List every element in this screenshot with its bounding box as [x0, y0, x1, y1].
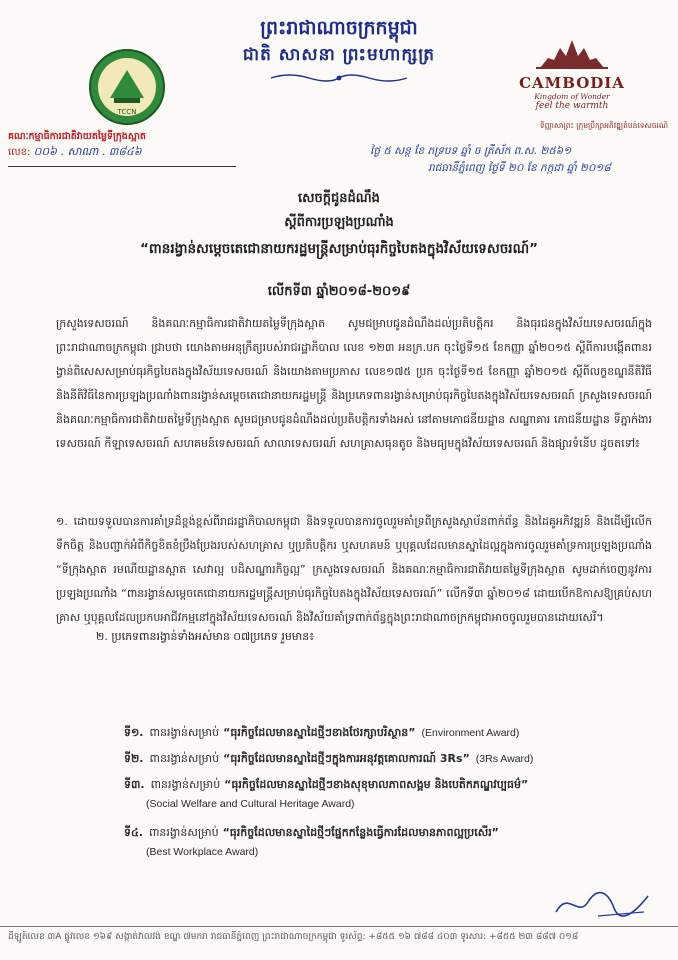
handwritten-signature	[548, 884, 658, 924]
brand-slogan: feel the warmth	[535, 101, 609, 111]
issuing-organization: គណៈកម្មាធិការជាតិវាយតម្លៃទីក្រុងស្អាត	[8, 131, 146, 142]
document-type-title: សេចក្តីជូនដំណឹង	[298, 191, 380, 206]
header-separator	[8, 166, 236, 167]
brand-tagline: ទិញ្ញាសាព្រះ ក្រុមប្រឹក្សាអភិវឌ្ឍតំបន់ទេសចរណ៍	[539, 121, 668, 130]
award-title: “ពានរង្វាន់សម្តេចតេជោនាយករដ្ឋមន្ត្រីសម្រាប់ធុរកិច្ចបៃតងក្នុងវិស័យទេសចរណ៍”	[140, 241, 538, 257]
signature-text: Sig.	[548, 884, 550, 885]
section-2-heading: ២. ប្រភេទពានរង្វាន់ទាំងអស់មាន ០៧ប្រភេទ រួមមាន៖	[96, 630, 315, 643]
intro-paragraph: ក្រសួងទេសចរណ៍ និងគណៈកម្មាធិការជាតិវាយតម្លៃទីក្រុងស្អាត សូមជម្រាបជូនដំណឹងដល់ប្រតិបត្តិករ និងធុរជនក្នុងវិស័យទេសចរណ៍ក្នុងព្រះរាជាណាចក្រកម្ពុជា ជ្រាបថា យោងតាមអនុក្រឹត្យរបស់រាជរដ្ឋាភិបាល លេខ ១២៣ អនក្រ.បក ចុះថ្ងៃទី១៥ ខែកញ្ញា ឆ្នាំ២០១៥ ស្តីពីការបង្កើតពានរង្វាន់ពិសេសសម្រាប់ធុរកិច្ចបៃតងក្នុងវិស័យទេសចរណ៍ និងយោងតាមប្រកាស លេខ១៧៥ ប្រក ចុះថ្ងៃទី១៥ ខែកញ្ញា ឆ្នាំ២០១៥ ស្តីពីលក្ខខណ្ឌនីតិវិធី និងនីតិវិធីនៃការប្រឡងប្រណាំងពានរង្វាន់សម្តេចតេជោនាយករដ្ឋមន្ត្រី និងប្រភេទពានរង្វាន់សម្រាប់ធុរកិច្ចបៃតងក្នុងវិស័យទេសចរណ៍ ក្រសួងទេសចរណ៍ និងគណៈកម្មាធិការជាតិវាយតម្លៃទីក្រុងស្អាត សូមជម្រាបជូនដំណឹងដល់ប្រតិបត្តិករទាំងអស់ នៅតាមភោជនីយដ្ឋាន សណ្ឋាគារ ភោជនីយដ្ឋាន ទីភ្នាក់ងារទេសចរណ៍ កីឡាទេសចរណ៍ សហគមន៍ទេសចរណ៍ សាលាទេសចរណ៍ សហគ្រាសធុនតូច និងមធ្យមក្នុងវិស័យទេសចរណ៍ និងផ្សារទំនើប ដូចតទៅ៖	[56, 317, 652, 450]
footer-address: ដីឡូត៍លេខ ៣A ផ្លូវលេខ ១៦៩ សង្កាត់វាលវង់ ខណ្ឌ ៧មករា រាជធានីភ្នំពេញ ព្រះរាជាណាចក្រកម្ពុជា ទូរស័ព្ទ: +៨៥៥ ១៦ ៧៨៨ ៤០៣ ទូរសារ: +៨៥៥ ២៣ ៨៨៧ ០១៨	[8, 932, 579, 942]
subject-title: ស្តីពីការប្រឡងប្រណាំង	[284, 215, 394, 230]
ornament-divider	[269, 72, 409, 84]
cambodia-brand-logo	[506, 36, 638, 116]
edition-title: លើកទី៣ ឆ្នាំ២០១៨-២០១៩	[267, 284, 411, 299]
lunar-date: ថ្ងៃ ៥ សន្ត ខែ ភទ្របទ ឆ្នាំ ច ត្រីស័ក ព.ស. ២៥៦១	[370, 145, 572, 157]
award-item-3-english: (Social Welfare and Cultural Heritage Award)	[146, 798, 355, 810]
award-item-4: ទី៤. ពានរង្វាន់សម្រាប់ “ធុរកិច្ចដែលមានស្នាដៃថ្មីៗផ្នែកកន្លែងធ្វើការដែលមានភាពល្អប្រសើរ”	[124, 826, 499, 839]
award-item-3: ទី៣. ពានរង្វាន់សម្រាប់ “ធុរកិច្ចដែលមានស្នាដៃថ្មីៗខាងសុខុមាលភាពសង្គម និងបេតិកភណ្ឌវប្បធម៌”	[124, 778, 529, 791]
solar-date: រាជធានីភ្នំពេញ ថ្ងៃទី ២០ ខែ កក្កដា ឆ្នាំ ២០១៨	[428, 162, 611, 174]
award-item-4-english: (Best Workplace Award)	[146, 846, 259, 858]
brand-name: CAMBODIA	[519, 74, 625, 92]
reference-label: លេខ:	[8, 147, 31, 158]
seal-letters: TCCN	[117, 108, 137, 116]
reference-number-line	[8, 145, 142, 161]
reference-number: ០០៦ . សាណា . ៣៨៤៦	[33, 145, 142, 158]
temple-silhouette-icon	[506, 36, 638, 70]
committee-seal-logo	[88, 48, 166, 126]
kingdom-heading: ព្រះរាជាណាចក្រកម្ពុជា	[260, 17, 418, 39]
award-item-2: ទី២. ពានរង្វាន់សម្រាប់ “ធុរកិច្ចដែលមានស្នាដៃថ្មីៗក្នុងការអនុវត្តគោលការណ៍ 3Rs” (3Rs Award)	[124, 752, 534, 765]
national-motto: ជាតិ សាសនា ព្រះមហាក្សត្រ	[242, 45, 436, 65]
brand-subtitle: Kingdom of Wonder	[534, 92, 610, 101]
section-1-paragraph: ១. ដោយទទួលបានការគាំទ្រដ៏ខ្ពង់ខ្ពស់ពីរាជរដ្ឋាភិបាលកម្ពុជា និងទទួលបានការចូលរួមគាំទ្រពីក្រសួងស្ថាប័នពាក់ព័ន្ធ និងដៃគូអភិវឌ្ឍន៍ និងដើម្បីលើកទឹកចិត្ត និងបញ្ជាក់អំពីកិច្ចខិតខំប្រឹងប្រែងរបស់សហគ្រាស ឬប្រតិបត្តិករ ឬសហគមន៍ ឬបុគ្គលដែលមានស្នាដៃល្អក្នុងការចូលរួមគាំទ្រការប្រឡងប្រណាំង “ទីក្រុងស្អាត រមណីយដ្ឋានស្អាត សេវាល្អ បដិសណ្ឋារកិច្ចល្អ” ក្រសួងទេសចរណ៍ និងគណៈកម្មាធិការជាតិវាយតម្លៃទីក្រុងស្អាត សូមដាក់ចេញនូវការប្រឡងប្រណាំង “ពានរង្វាន់សម្តេចតេជោនាយករដ្ឋមន្ត្រីសម្រាប់ធុរកិច្ចបៃតងក្នុងវិស័យទេសចរណ៍” លើកទី៣ ឆ្នាំ២០១៨ ដោយបើកឱកាសឱ្យគ្រប់សហគ្រាស ឬបុគ្គលដែលប្រកបអាជីវកម្មនៅក្នុងវិស័យទេសចរណ៍ និងវិស័យគាំទ្រពាក់ព័ន្ធក្នុងព្រះរាជាណាចក្រកម្ពុជាអាចចូលរួមបានដោយសេរី។	[56, 515, 652, 624]
footer-rule	[0, 926, 678, 927]
award-item-1: ទី១. ពានរង្វាន់សម្រាប់ “ធុរកិច្ចដែលមានស្នាដៃថ្មីៗខាងថែរក្សាបរិស្ថាន” (Environment Award)	[124, 726, 520, 739]
